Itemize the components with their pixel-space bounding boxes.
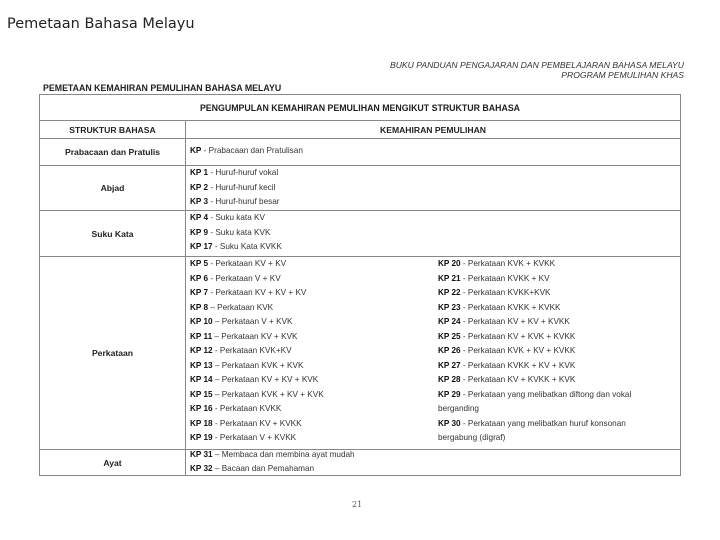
skill-item: KP 21 - Perkataan KVKK + KV: [438, 273, 550, 283]
skill-item: KP 9 - Suku kata KVK: [190, 227, 271, 237]
skills-column-left: [190, 257, 324, 446]
document-header: [390, 60, 684, 80]
table-row: [40, 210, 680, 256]
skill-item: KP 4 - Suku kata KV: [190, 213, 265, 222]
skill-item: KP 13 – Perkataan KVK + KVK: [190, 360, 304, 370]
skill-item: KP 7 - Perkataan KV + KV + KV: [190, 288, 307, 297]
column-header-structure: STRUKTUR BAHASA: [40, 121, 186, 138]
page-number: 21: [352, 500, 363, 509]
skill-item: KP 19 - Perkataan V + KVKK: [190, 433, 297, 442]
skill-item: KP 27 - Perkataan KVKK + KV + KVK: [438, 360, 576, 370]
skill-item: KP 25 - Perkataan KV + KVK + KVKK: [438, 331, 576, 341]
skills-cell: [186, 139, 680, 165]
skill-item: KP 24 - Perkataan KV + KV + KVKK: [438, 317, 570, 326]
structure-cell: Ayat: [40, 450, 186, 476]
skills-cell: [186, 257, 680, 449]
section-title: PEMETAAN KEMAHIRAN PEMULIHAN BAHASA MELAYU: [43, 83, 282, 93]
skill-item: KP 1 - Huruf-huruf vokal: [190, 168, 279, 177]
skills-cell: [186, 166, 680, 210]
skill-item: KP 30 - Perkataan yang melibatkan huruf konsonan bergabung (digraf): [438, 418, 626, 442]
slide-title: Pemetaan Bahasa Melayu: [7, 16, 195, 32]
header-line-2: PROGRAM PEMULIHAN KHAS: [561, 70, 684, 80]
skill-item: KP 20 - Perkataan KVK + KVKK: [438, 259, 556, 268]
table-row: [40, 256, 680, 449]
skills-cell: [186, 450, 680, 476]
skill-item: KP 18 - Perkataan KV + KVKK: [190, 418, 302, 428]
table-row: [40, 138, 680, 165]
skill-item: KP 31 – Membaca dan membina ayat mudah: [190, 450, 355, 459]
table-row: [40, 449, 680, 476]
skill-item: KP 10 – Perkataan V + KVK: [190, 317, 293, 326]
skill-item: KP 5 - Perkataan KV + KV: [190, 259, 287, 268]
skill-item: KP 16 - Perkataan KVKK: [190, 404, 282, 413]
skill-item: KP 29 - Perkataan yang melibatkan diftong dan vokal berganding: [438, 389, 632, 413]
skill-item: KP 12 - Perkataan KVK+KV: [190, 346, 292, 355]
skill-item: KP 26 - Perkataan KVK + KV + KVKK: [438, 346, 576, 355]
skill-item: KP 6 - Perkataan V + KV: [190, 273, 281, 283]
skill-item: KP - Prabacaan dan Pratulisan: [190, 146, 303, 155]
skill-item: KP 15 – Perkataan KVK + KV + KVK: [190, 389, 324, 399]
skills-column-right: [438, 257, 648, 446]
skill-item: KP 23 - Perkataan KVKK + KVKK: [438, 302, 561, 312]
header-line-1: BUKU PANDUAN PENGAJARAN DAN PEMBELAJARAN BAHASA MELAYU: [389, 60, 684, 70]
structure-cell: Prabacaan dan Pratulis: [40, 139, 186, 165]
skills-mapping-table: [39, 94, 681, 476]
structure-cell: Abjad: [40, 166, 186, 210]
structure-cell: Perkataan: [40, 257, 186, 449]
skill-item: KP 14 – Perkataan KV + KV + KVK: [190, 375, 319, 384]
skills-cell: [186, 211, 680, 256]
column-header-skills: KEMAHIRAN PEMULIHAN: [380, 124, 486, 135]
skill-item: KP 22 - Perkataan KVKK+KVK: [438, 288, 551, 297]
skill-item: KP 3 - Huruf-huruf besar: [190, 197, 280, 206]
table-header-row: [40, 120, 680, 138]
table-group-title-row: [40, 95, 680, 120]
structure-cell: Suku Kata: [40, 211, 186, 256]
skill-item: KP 32 – Bacaan dan Pemahaman: [190, 463, 315, 473]
skill-item: KP 11 – Perkataan KV + KVK: [190, 331, 298, 341]
skill-item: KP 28 - Perkataan KV + KVKK + KVK: [438, 375, 576, 384]
skill-item: KP 8 – Perkataan KVK: [190, 302, 274, 312]
table-group-title: PENGUMPULAN KEMAHIRAN PEMULIHAN MENGIKUT STRUKTUR BAHASA: [199, 102, 521, 113]
skill-item: KP 2 - Huruf-huruf kecil: [190, 182, 276, 192]
skill-item: KP 17 - Suku Kata KVKK: [190, 242, 282, 251]
table-row: [40, 165, 680, 210]
